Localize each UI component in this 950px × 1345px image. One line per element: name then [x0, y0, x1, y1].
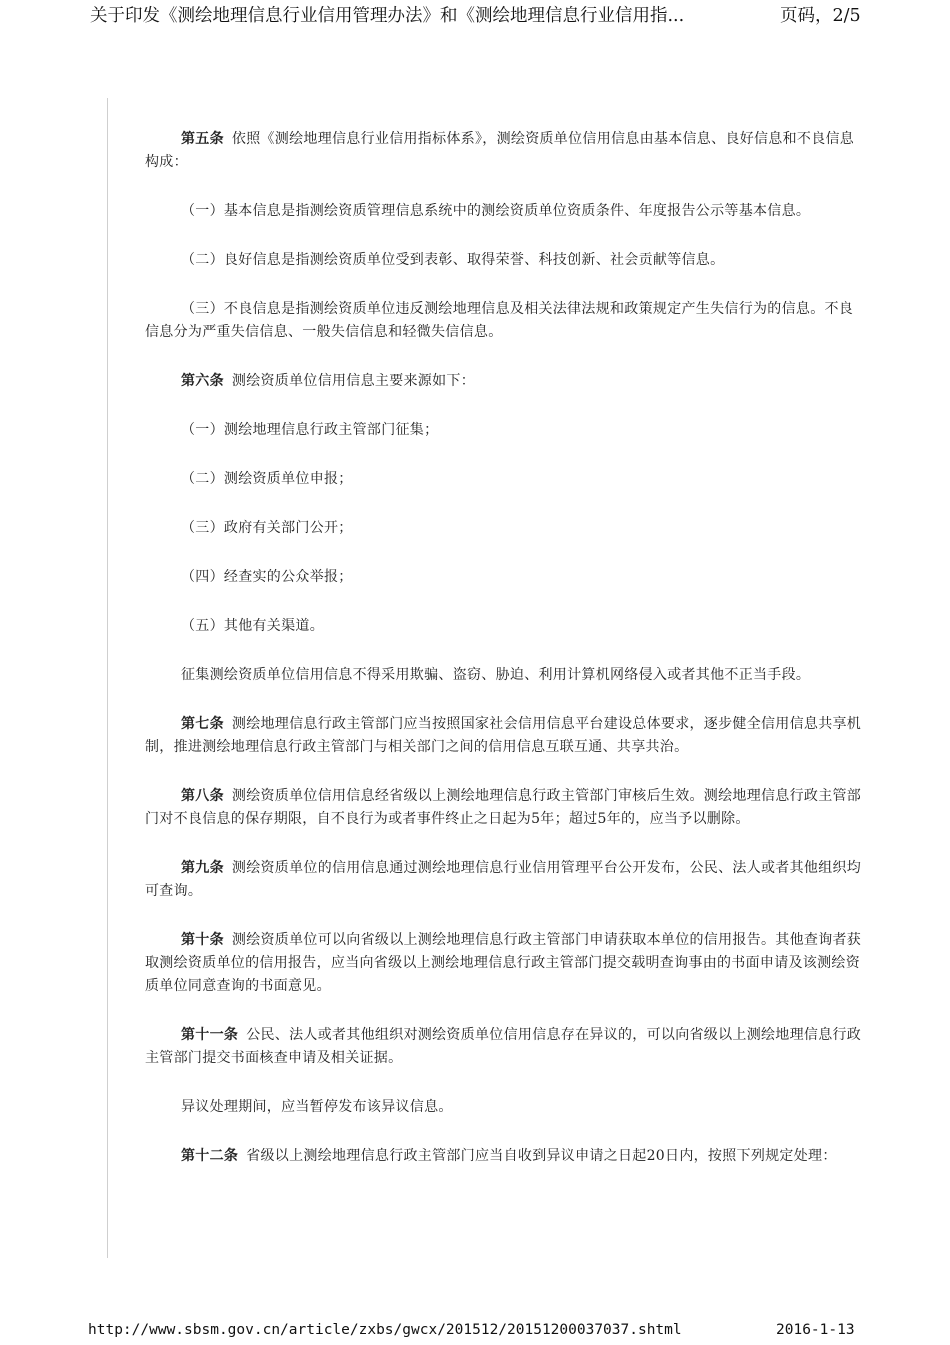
page-header — [0, 0, 950, 32]
paragraph — [145, 713, 865, 759]
article-number: 第十二条 — [181, 1148, 239, 1164]
paragraph — [145, 1024, 865, 1070]
paragraph — [145, 857, 865, 903]
paragraph-text: （一）基本信息是指测绘资质管理信息系统中的测绘资质单位资质条件、年度报告公示等基本信息。 — [181, 203, 811, 219]
source-url: http://www.sbsm.gov.cn/article/zxbs/gwcx/201512/20151200037037.shtml — [88, 1322, 682, 1338]
paragraph-text: （三）政府有关部门公开； — [181, 520, 353, 536]
paragraph-text: （二）测绘资质单位申报； — [181, 471, 353, 487]
page-number: 页码，2/5 — [780, 6, 861, 26]
paragraph-text: 依照《测绘地理信息行业信用指标体系》，测绘资质单位信用信息由基本信息、良好信息和不良信息构成： — [145, 131, 855, 170]
document-title: 关于印发《测绘地理信息行业信用管理办法》和《测绘地理信息行业信用指... — [90, 6, 685, 26]
paragraph-text: 测绘资质单位可以向省级以上测绘地理信息行政主管部门申请获取本单位的信用报告。其他查询者获取测绘资质单位的信用报告，应当向省级以上测绘地理信息行政主管部门提交载明查询事由的书面申请及该测绘资质单位同意查询的书面意见。 — [145, 932, 862, 994]
article-number: 第五条 — [181, 131, 224, 147]
paragraph — [145, 370, 865, 393]
article-number: 第八条 — [181, 788, 224, 804]
paragraph — [145, 128, 865, 174]
paragraph-text: 测绘资质单位的信用信息通过测绘地理信息行业信用管理平台公开发布，公民、法人或者其他组织均可查询。 — [145, 860, 862, 899]
paragraph-text: （一）测绘地理信息行政主管部门征集； — [181, 422, 439, 438]
paragraph — [145, 664, 865, 687]
paragraph-text: 测绘地理信息行政主管部门应当按照国家社会信用信息平台建设总体要求，逐步健全信用信息共享机制，推进测绘地理信息行政主管部门与相关部门之间的信用信息互联互通、共享共治。 — [145, 716, 862, 755]
page-footer — [0, 1322, 950, 1344]
paragraph — [145, 298, 865, 344]
paragraph-text: 省级以上测绘地理信息行政主管部门应当自收到异议申请之日起20日内，按照下列规定处理： — [246, 1148, 837, 1164]
paragraph-text: （二）良好信息是指测绘资质单位受到表彰、取得荣誉、科技创新、社会贡献等信息。 — [181, 252, 725, 268]
article-number: 第七条 — [181, 716, 224, 732]
paragraph — [145, 566, 865, 589]
paragraph-text: 公民、法人或者其他组织对测绘资质单位信用信息存在异议的，可以向省级以上测绘地理信息行政主管部门提交书面核查申请及相关证据。 — [145, 1027, 862, 1066]
paragraph — [145, 1096, 865, 1119]
article-number: 第十一条 — [181, 1027, 239, 1043]
paragraph — [145, 200, 865, 223]
left-margin-rule — [107, 98, 108, 1258]
paragraph — [145, 517, 865, 540]
paragraph-text: 异议处理期间，应当暂停发布该异议信息。 — [181, 1099, 453, 1115]
paragraph — [145, 249, 865, 272]
paragraph — [145, 468, 865, 491]
article-number: 第九条 — [181, 860, 224, 876]
paragraph-text: （五）其他有关渠道。 — [181, 618, 324, 634]
paragraph — [145, 1145, 865, 1168]
paragraph-text: 测绘资质单位信用信息主要来源如下： — [231, 373, 476, 389]
paragraph — [145, 419, 865, 442]
article-number: 第十条 — [181, 932, 224, 948]
paragraph — [145, 615, 865, 638]
article-number: 第六条 — [181, 373, 224, 389]
paragraph — [145, 929, 865, 998]
paragraph — [145, 785, 865, 831]
paragraph-text: 测绘资质单位信用信息经省级以上测绘地理信息行政主管部门审核后生效。测绘地理信息行政主管部门对不良信息的保存期限，自不良行为或者事件终止之日起为5年；超过5年的，应当予以删除。 — [145, 788, 862, 827]
paragraph-text: 征集测绘资质单位信用信息不得采用欺骗、盗窃、胁迫、利用计算机网络侵入或者其他不正当手段。 — [181, 667, 811, 683]
paragraph-text: （四）经查实的公众举报； — [181, 569, 353, 585]
print-date: 2016-1-13 — [776, 1322, 855, 1338]
article-body — [145, 128, 865, 1228]
paragraph-text: （三）不良信息是指测绘资质单位违反测绘地理信息及相关法律法规和政策规定产生失信行为的信息。不良信息分为严重失信信息、一般失信信息和轻微失信信息。 — [145, 301, 854, 340]
